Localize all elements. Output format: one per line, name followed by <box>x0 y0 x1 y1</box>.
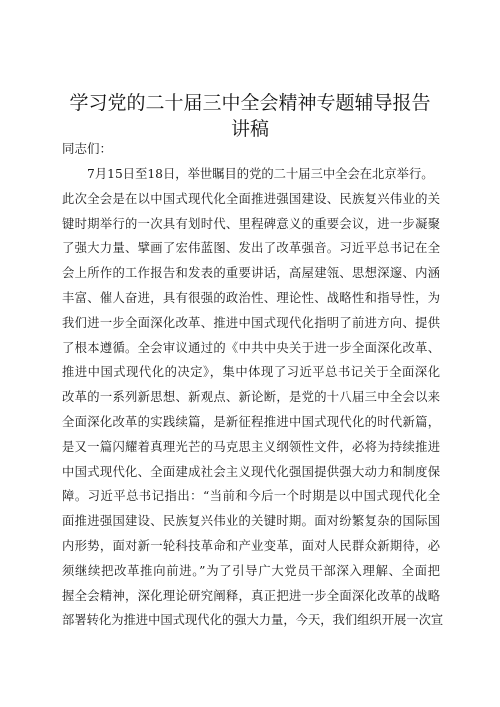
body-line: 了根本遵循。全会审议通过的《中共中央关于进一步全面深化改革、 <box>62 340 440 355</box>
body-line: 键时期举行的一次具有划时代、里程碑意义的重要会议，进一步凝聚 <box>62 216 440 231</box>
body-line: 改革的一系列新思想、新观点、新论断，是党的十八届三中全会以来 <box>62 390 440 405</box>
document-title-line-2: 讲稿 <box>230 118 269 140</box>
body-line: 握全会精神，深化理论研究阐释，真正把进一步全面深化改革的战略 <box>62 588 440 603</box>
body-line: 内形势，面对新一轮科技革命和产业变革，面对人民群众新期待，必 <box>62 538 440 553</box>
body-line: 会上所作的工作报告和发表的重要讲话，高屋建瓴、思想深邃、内涵 <box>62 266 440 281</box>
body-line: 此次全会是在以中国式现代化全面推进强国建设、民族复兴伟业的关 <box>62 191 440 206</box>
document-title-line-1: 学习党的二十届三中全会精神专题辅导报告 <box>69 92 431 114</box>
salutation: 同志们： <box>62 141 113 156</box>
body-line: 了强大力量、擘画了宏伟蓝图、发出了改革强音。习近平总书记在全 <box>62 241 440 256</box>
body-line: 7月15日至18日，举世瞩目的党的二十届三中全会在北京举行。 <box>87 167 434 181</box>
body-line: 面推进强国建设、民族复兴伟业的关键时期。面对纷繁复杂的国际国 <box>62 514 440 529</box>
body-line: 中国式现代化、全面建成社会主义现代化强国提供强大动力和制度保 <box>62 464 440 479</box>
body-line: 全面深化改革的实践续篇，是新征程推进中国式现代化的时代新篇， <box>62 414 440 429</box>
body-line: 推进中国式现代化的决定》，集中体现了习近平总书记关于全面深化 <box>62 365 440 380</box>
body-line: 障。习近平总书记指出：“当前和今后一个时期是以中国式现代化全 <box>62 489 440 504</box>
body-line: 我们进一步全面深化改革、推进中国式现代化指明了前进方向、提供 <box>62 315 440 330</box>
body-line: 丰富、催人奋进，具有很强的政治性、理论性、战略性和指导性，为 <box>62 290 440 305</box>
body-line: 须继续把改革推向前进。”为了引导广大党员干部深入理解、全面把 <box>62 563 440 578</box>
body-line: 是又一篇闪耀着真理光芒的马克思主义纲领性文件，必将为持续推进 <box>62 439 440 454</box>
body-text <box>62 162 444 633</box>
body-line: 部署转化为推进中国式现代化的强大力量，今天，我们组织开展一次宣 <box>62 613 444 628</box>
